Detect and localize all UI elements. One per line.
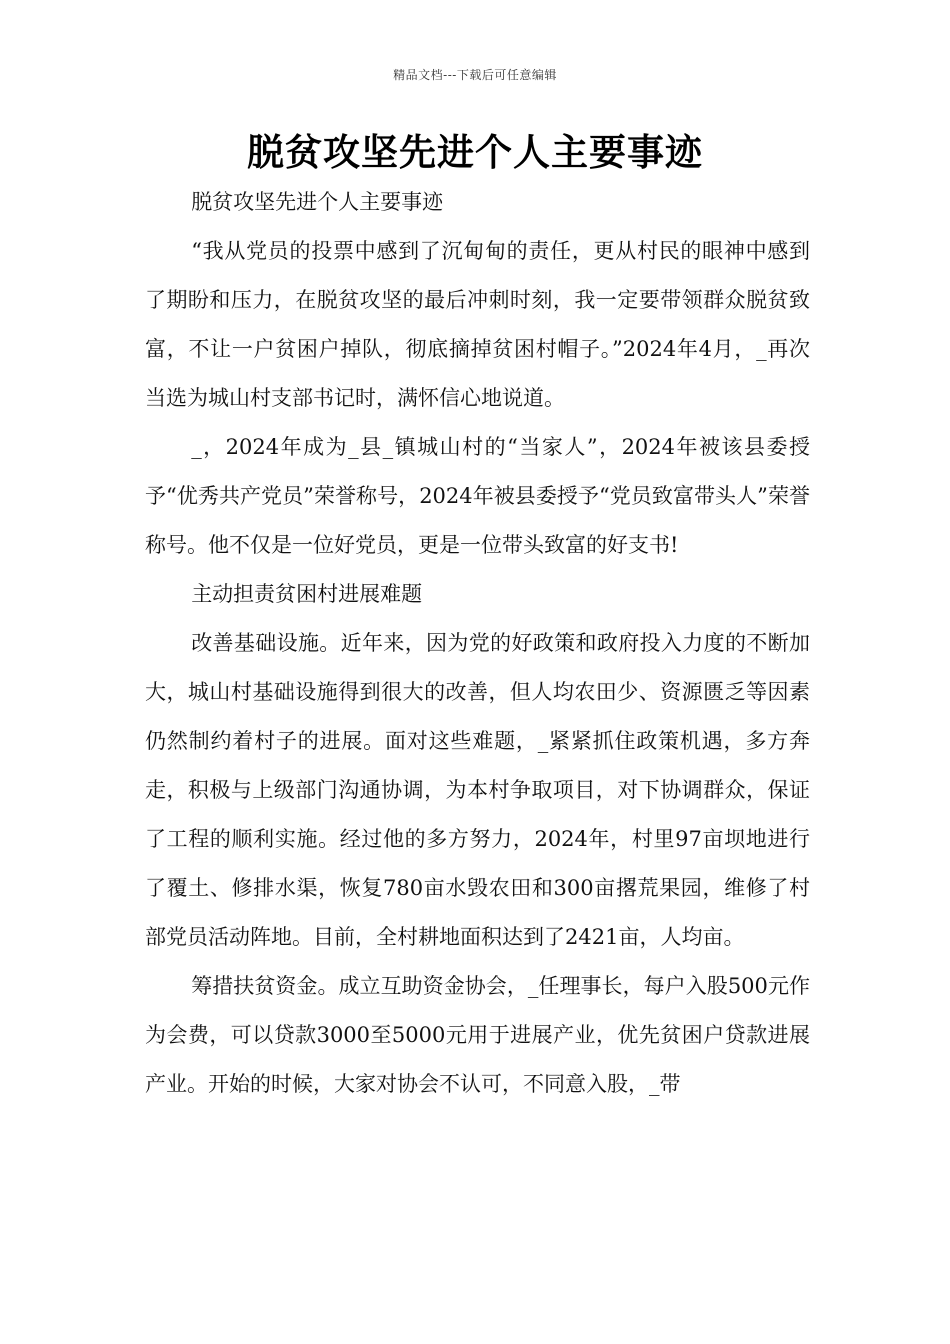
subtitle-paragraph: 脱贫攻坚先进个人主要事迹 <box>191 190 444 214</box>
section-heading: 主动担责贫困村进展难题 <box>191 582 423 606</box>
body-paragraph: 筹措扶贫资金。成立互助资金协会，_任理事长，每户入股500元作为会费，可以贷款3000至5000元用于进展产业，优先贫困户贷款进展产业。开始的时候，大家对协会不认可，不同意入股，_带 <box>145 974 810 1096</box>
body-paragraph: “我从党员的投票中感到了沉甸甸的责任，更从村民的眼神中感到了期盼和压力，在脱贫攻坚的最后冲刺时刻，我一定要带领群众脱贫致富，不让一户贫困户掉队，彻底摘掉贫困村帽子。”2024年4月，_再次当选为城山村支部书记时，满怀信心地说道。 <box>145 239 810 410</box>
header-note: 精品文档---下载后可任意编辑 <box>393 68 557 82</box>
body-paragraph: _，2024年成为_县_镇城山村的“当家人”，2024年被该县委授予“优秀共产党员”荣誉称号，2024年被县委授予“党员致富带头人”荣誉称号。他不仅是一位好党员，更是一位带头致富的好支书! <box>145 435 810 557</box>
body-paragraph: 改善基础设施。近年来，因为党的好政策和政府投入力度的不断加大，城山村基础设施得到很大的改善，但人均农田少、资源匮乏等因素仍然制约着村子的进展。面对这些难题，_紧紧抓住政策机遇，多方奔走，积极与上级部门沟通协调，为本村争取项目，对下协调群众，保证了工程的顺利实施。经过他的多方努力，2024年，村里97亩坝地进行了覆土、修排水渠，恢复780亩水毁农田和300亩撂荒果园，维修了村部党员活动阵地。目前，全村耕地面积达到了2421亩，人均亩。 <box>145 631 810 949</box>
document-title: 脱贫攻坚先进个人主要事迹 <box>247 130 703 174</box>
document-body <box>145 178 810 1109</box>
